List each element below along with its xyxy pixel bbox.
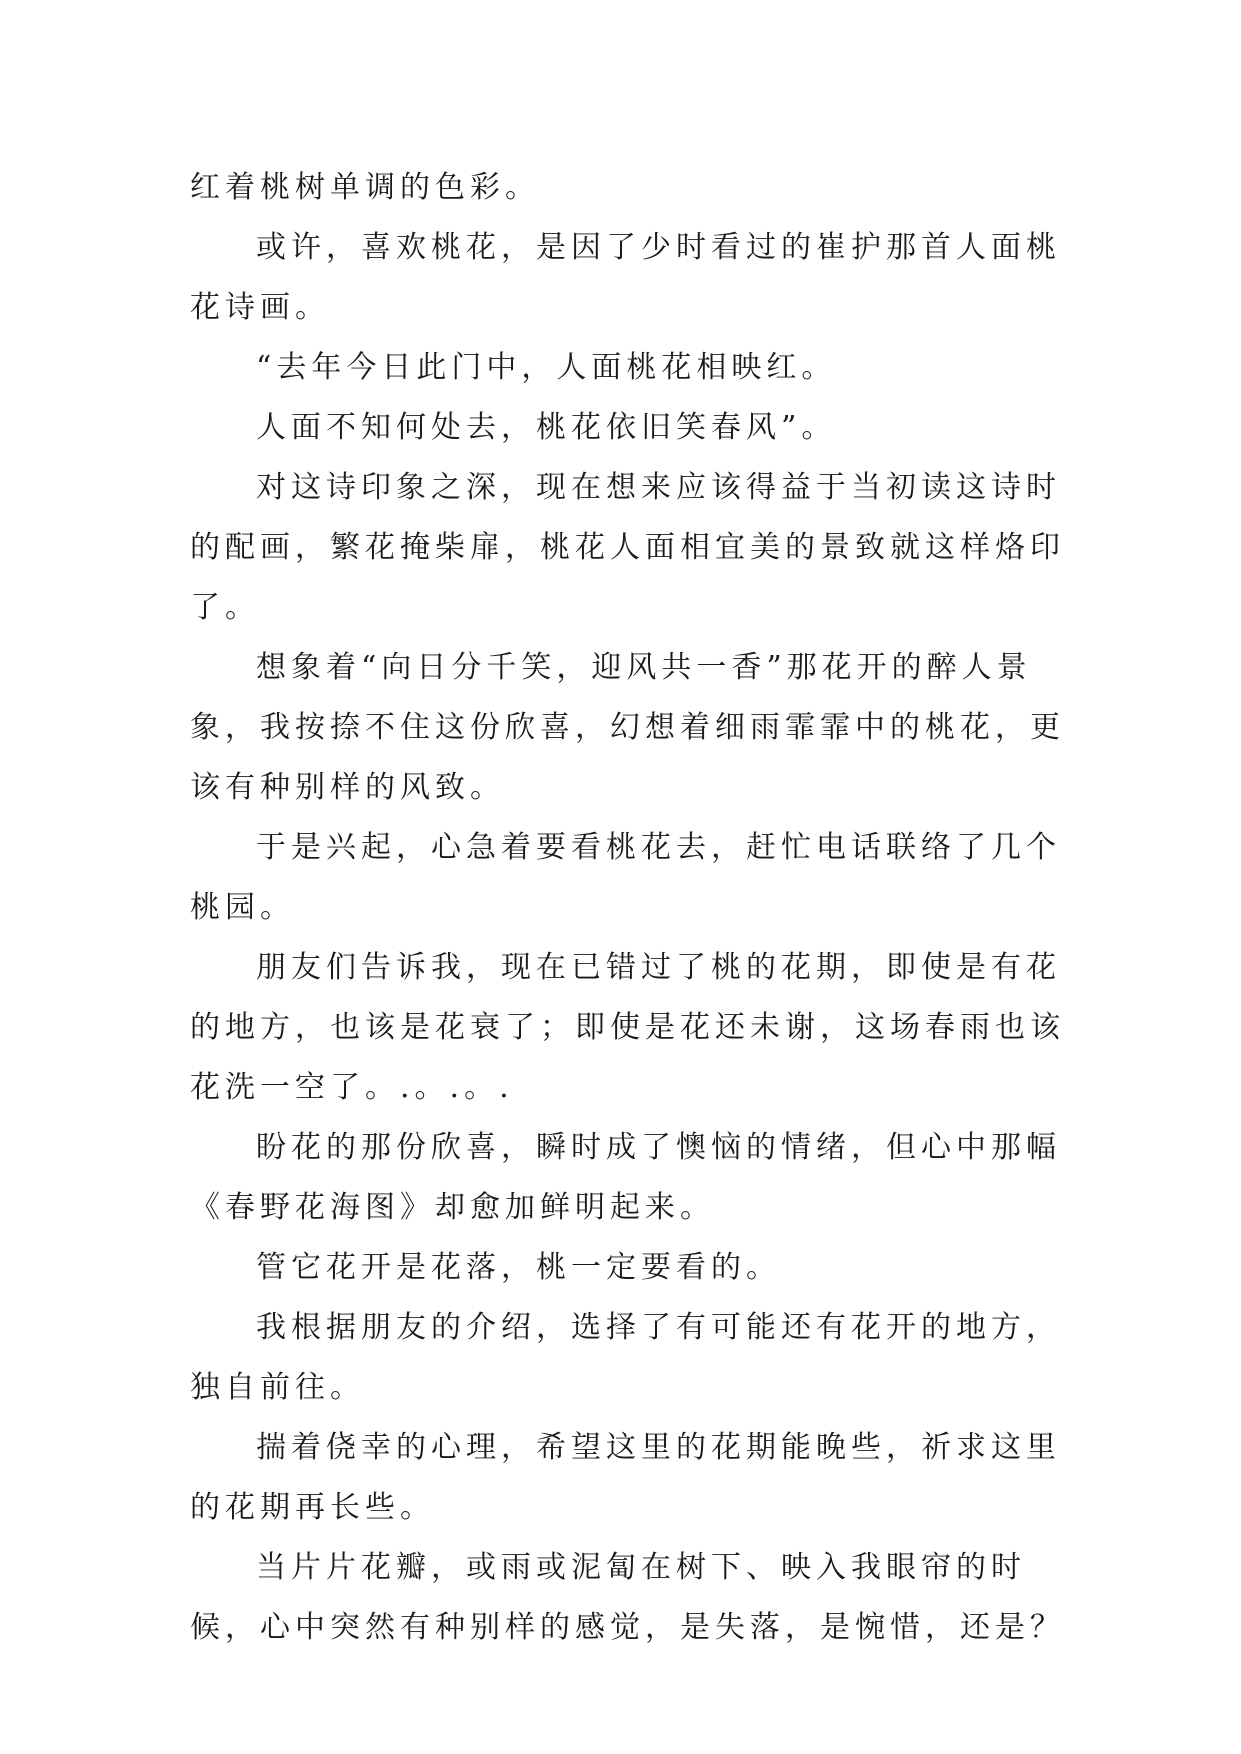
paragraph: 我根据朋友的介绍，选择了有可能还有花开的地方，独自前往。 xyxy=(190,1310,1061,1405)
paragraph: 于是兴起，心急着要看桃花去，赶忙电话联络了几个桃园。 xyxy=(190,830,1061,925)
paragraph: 对这诗印象之深，现在想来应该得益于当初读这诗时的配画，繁花掩柴扉，桃花人面相宜美的景致就这样烙印了。 xyxy=(190,470,1065,625)
paragraph: “去年今日此门中，人面桃花相映红。 xyxy=(256,350,837,385)
paragraph: 盼花的那份欣喜，瞬时成了懊恼的情绪，但心中那幅《春野花海图》却愈加鲜明起来。 xyxy=(190,1130,1061,1225)
paragraph: 人面不知何处去，桃花依旧笑春风”。 xyxy=(256,410,837,445)
paragraph: 想象着“向日分千笑，迎风共一香”那花开的醉人景象，我按捺不住这份欣喜，幻想着细雨霏霏中的桃花，更该有种别样的风致。 xyxy=(190,650,1065,805)
paragraph: 揣着侥幸的心理，希望这里的花期能晚些，祈求这里的花期再长些。 xyxy=(190,1430,1061,1525)
paragraph: 管它花开是花落，桃一定要看的。 xyxy=(256,1250,781,1285)
paragraph: 当片片花瓣，或雨或泥匐在树下、映入我眼帘的时候，心中突然有种别样的感觉，是失落，是惋惜，还是？ xyxy=(190,1550,1065,1645)
document-body xyxy=(190,158,1090,1658)
paragraph: 红着桃树单调的色彩。 xyxy=(190,170,540,205)
paragraph: 朋友们告诉我，现在已错过了桃的花期，即使是有花的地方，也该是花衰了；即使是花还未谢，这场春雨也该花洗一空了。.。.。. xyxy=(190,950,1065,1105)
paragraph: 或许，喜欢桃花，是因了少时看过的崔护那首人面桃花诗画。 xyxy=(190,230,1061,325)
